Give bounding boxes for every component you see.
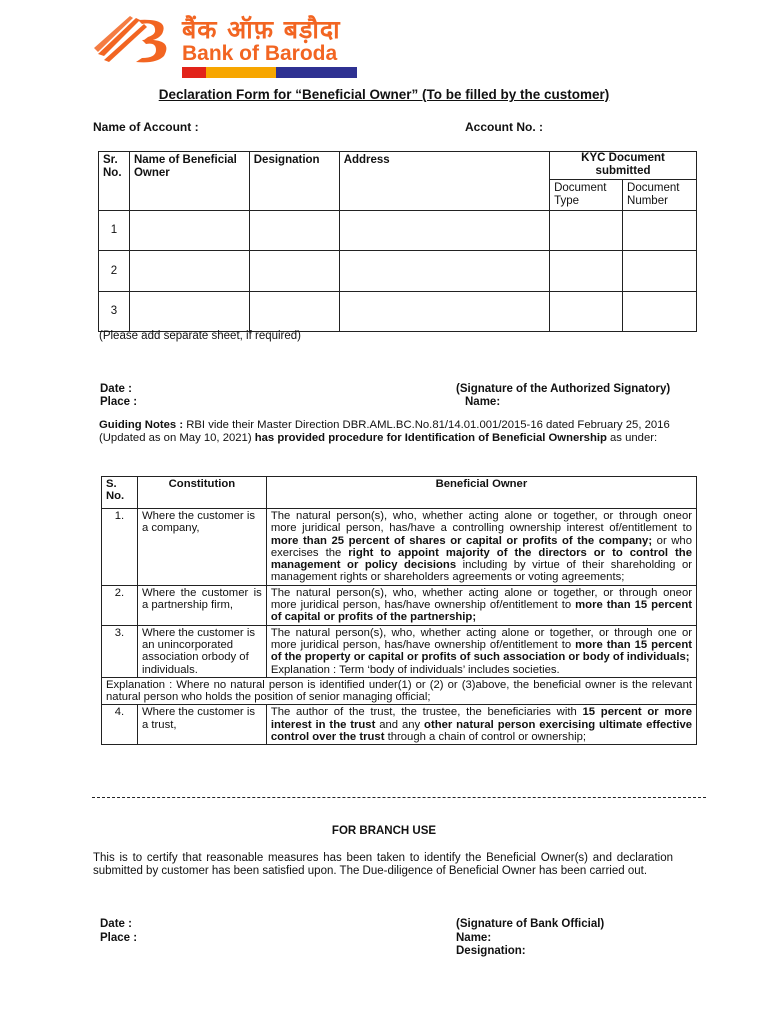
bank-official-signature-label: (Signature of Bank Official) <box>456 918 605 930</box>
table-row <box>102 677 697 705</box>
bank-name-hindi: बैंक ऑफ़ बड़ौदा <box>182 15 341 44</box>
designation-cell[interactable] <box>249 251 339 292</box>
owner-name-cell[interactable] <box>129 292 249 332</box>
signatory-name-label: Name: <box>465 396 501 408</box>
date-label: Date : <box>100 383 132 395</box>
form-title: Declaration Form for “Beneficial Owner” (To be filled by the customer) <box>158 87 610 102</box>
row-number: 3 <box>99 292 130 332</box>
bank-name-english: Bank of Baroda <box>182 42 338 65</box>
address-cell[interactable] <box>339 292 549 332</box>
brand-bar-red <box>182 67 206 78</box>
guiding-notes-bold: has provided procedure for Identification of Beneficial Ownership <box>254 432 607 444</box>
row-number: 1 <box>99 211 130 251</box>
header-s-no: S. No. <box>102 477 138 509</box>
header-document-number: Document Number <box>623 180 697 211</box>
beneficial-owners-table <box>98 151 697 332</box>
table-row <box>99 211 697 251</box>
constitution-cell: Where the customer is an unincorporated association orbody of individuals. <box>137 625 266 677</box>
table-row <box>102 585 697 625</box>
constitution-cell: Where the customer is a partnership firm, <box>137 585 266 625</box>
beneficial-owner-cell: The natural person(s), who, whether acting alone or together, or through one or more juridical person, has/have ownership of/entitlement to more than 15 percent of the property or capital or profits of such association or body of individuals; Explanation : Term ‘body of individuals’ includes societies. <box>266 625 696 677</box>
constitution-table <box>101 476 697 745</box>
guiding-notes-text: RBI vide their Master Direction DBR.AML.BC.No.81/14.01.001/2015-16 dated February 25, 2016 (Updated as on May 10, 2021) <box>99 419 670 444</box>
header-sr-no: Sr. No. <box>99 152 130 211</box>
table-row <box>99 251 697 292</box>
address-cell[interactable] <box>339 211 549 251</box>
designation-cell[interactable] <box>249 292 339 332</box>
row-number: 3. <box>102 625 138 677</box>
brand-color-bar <box>182 67 357 78</box>
doc-number-cell[interactable] <box>623 292 697 332</box>
header-address: Address <box>339 152 549 211</box>
doc-type-cell[interactable] <box>550 211 623 251</box>
doc-type-cell[interactable] <box>550 251 623 292</box>
guiding-notes <box>99 419 697 445</box>
header-beneficial-owner-name: Name of Beneficial Owner <box>129 152 249 211</box>
account-number-label: Account No. : <box>465 120 543 134</box>
table-row <box>102 509 697 586</box>
owner-name-cell[interactable] <box>129 251 249 292</box>
row-number: 1. <box>102 509 138 586</box>
doc-type-cell[interactable] <box>550 292 623 332</box>
table-row <box>102 705 697 745</box>
cut-line-divider <box>92 797 706 798</box>
authorized-signatory-label: (Signature of the Authorized Signatory) <box>456 383 671 395</box>
owner-name-cell[interactable] <box>129 211 249 251</box>
doc-number-cell[interactable] <box>623 251 697 292</box>
branch-certification-text: This is to certify that reasonable measures has been taken to identify the Beneficial Owner(s) and declaration submitted by customer has been satisfied upon. The Due-diligence of Beneficial Owner has been carried out. <box>93 852 673 877</box>
branch-date-label: Date : <box>100 918 132 930</box>
beneficial-owner-cell: The natural person(s), who, whether acting alone or together, or through oneor more juridical person, has/have a controlling ownership interest of/entitlement to more than 25 percent of shares or capital or profits of the company; or who exercises the right to appoint majority of the directors or to control the management or policy decisions including by virtue of their shareholding or management rights or shareholders agreements or voting agreements; <box>266 509 696 586</box>
separate-sheet-note: (Please add separate sheet, if required) <box>99 330 302 342</box>
official-name-label: Name: <box>456 932 492 944</box>
branch-use-heading: FOR BRANCH USE <box>331 825 437 837</box>
header-document-type: Document Type <box>550 180 623 211</box>
constitution-cell: Where the customer is a trust, <box>137 705 266 745</box>
header-designation: Designation <box>249 152 339 211</box>
beneficial-owner-cell: The author of the trust, the trustee, the beneficiaries with 15 percent or more interest in the trust and any other natural person exercising ultimate effective control over the trust through a chain of control or ownership; <box>266 705 696 745</box>
brand-bar-yellow <box>206 67 276 78</box>
header-beneficial-owner: Beneficial Owner <box>266 477 696 509</box>
guiding-notes-label: Guiding Notes : <box>99 419 184 431</box>
account-name-label: Name of Account : <box>93 120 199 134</box>
row-number: 4. <box>102 705 138 745</box>
header-constitution: Constitution <box>137 477 266 509</box>
row-number: 2. <box>102 585 138 625</box>
row-number: 2 <box>99 251 130 292</box>
brand-bar-blue <box>276 67 357 78</box>
doc-number-cell[interactable] <box>623 211 697 251</box>
explanation-cell: Explanation : Where no natural person is identified under(1) or (2) or (3)above, the beneficial owner is the relevant natural person who holds the position of senior managing official; <box>102 677 697 705</box>
table-row <box>102 625 697 677</box>
place-label: Place : <box>100 396 138 408</box>
beneficial-owner-cell: The natural person(s), who, whether acting alone or together, or through oneor more juridical person, has/have ownership of/entitlement to more than 15 percent of capital or profits of the partnership; <box>266 585 696 625</box>
address-cell[interactable] <box>339 251 549 292</box>
constitution-cell: Where the customer is a company, <box>137 509 266 586</box>
bank-logo-icon <box>92 14 176 64</box>
table-row <box>99 292 697 332</box>
designation-cell[interactable] <box>249 211 339 251</box>
guiding-notes-end: as under: <box>606 432 658 444</box>
branch-place-label: Place : <box>100 932 138 944</box>
official-designation-label: Designation: <box>456 945 526 957</box>
header-kyc-document: KYC Document submitted <box>550 152 697 180</box>
